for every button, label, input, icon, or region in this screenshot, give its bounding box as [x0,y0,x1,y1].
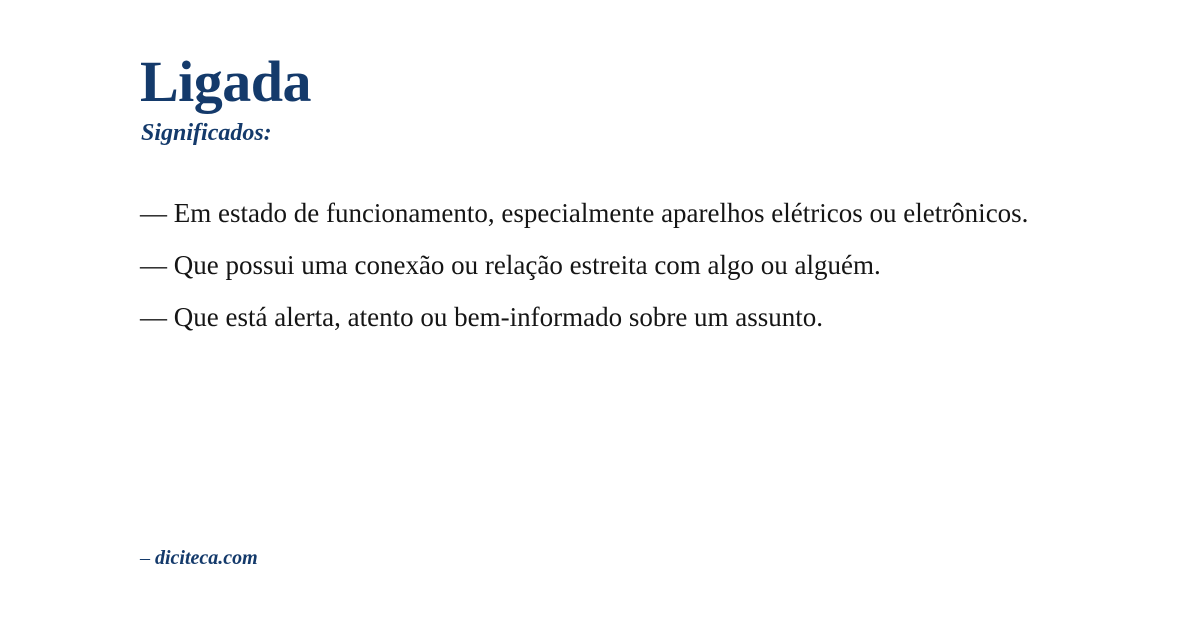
list-item [140,248,1050,283]
definition-text: Que possui uma conexão ou relação estreita com algo ou alguém. [173,249,881,280]
page-title: Ligada [140,49,312,114]
source-attribution [140,547,258,570]
em-dash: — [140,249,167,280]
definition-list [140,196,1060,335]
list-item [140,196,1050,231]
source-dash: – [140,547,150,569]
source-name: diciteca.com [155,547,258,569]
subtitle-label: Significados: [141,119,272,146]
list-item [140,300,1050,335]
em-dash: — [140,301,167,332]
definition-text: Que está alerta, atento ou bem-informado sobre um assunto. [173,301,824,332]
definition-text: Em estado de funcionamento, especialmente aparelhos elétricos ou eletrônicos. [173,197,1029,228]
em-dash: — [140,197,167,228]
